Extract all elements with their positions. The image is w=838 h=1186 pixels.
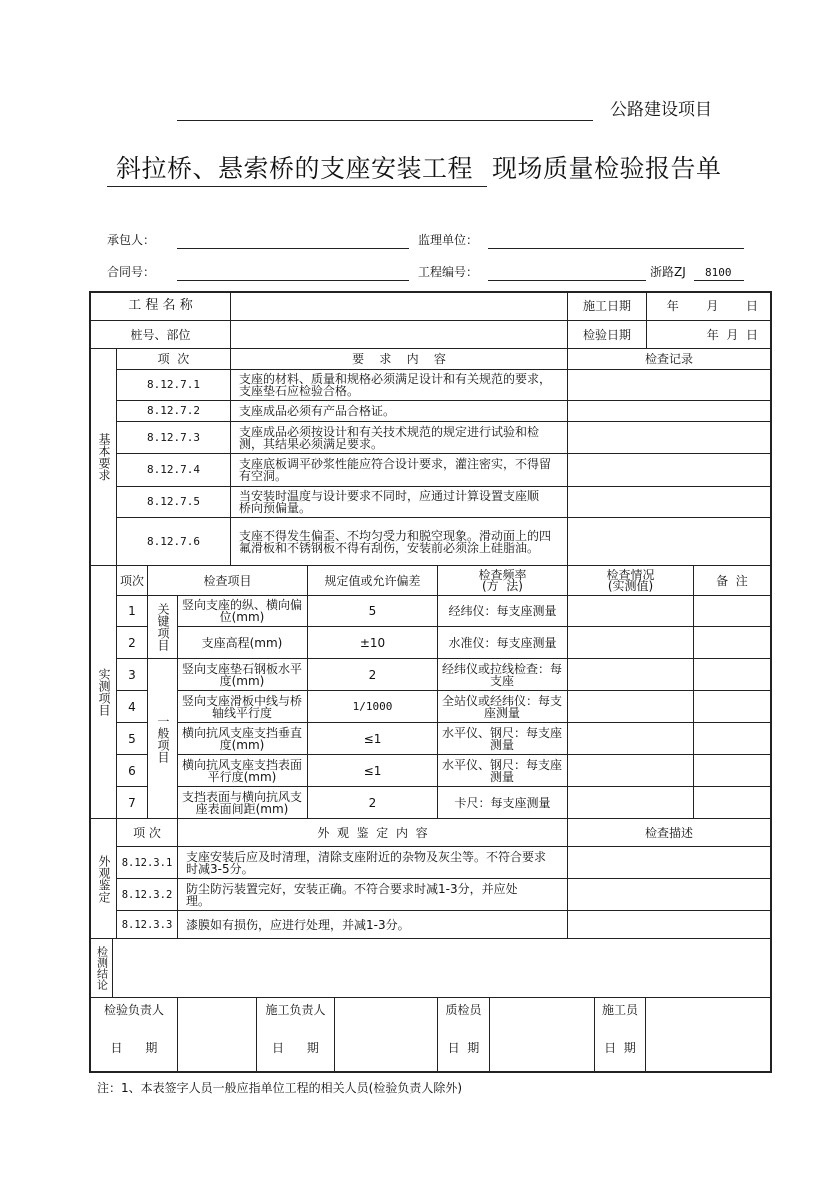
measured-item: 竖向支座滑板中线与桥轴线平行度 [181, 693, 302, 720]
project-name-field[interactable] [231, 292, 567, 320]
project-name-line[interactable] [177, 120, 593, 121]
sig-date: 日 期 [447, 1041, 480, 1055]
sig-role: 施工员 [601, 1003, 638, 1017]
appearance-text: 支座安装后应及时清理，清除支座附近的杂物及灰尘等。不符合要求时减3-5分。 [186, 849, 547, 876]
measured-result[interactable] [568, 723, 693, 754]
basic-record[interactable] [568, 370, 770, 400]
supervisor-label: 监理单位： [418, 233, 479, 247]
measured-no: 3 [128, 667, 136, 682]
basic-col-item: 项 次 [157, 352, 190, 366]
measured-note[interactable] [694, 659, 770, 690]
measured-item: 横向抗风支座支挡垂直度(mm) [181, 725, 302, 752]
contractor-label: 承包人： [107, 233, 156, 247]
measured-tolerance: ≤1 [363, 763, 382, 778]
measured-method: 经纬仪：每支座测量 [448, 604, 557, 618]
basic-code: 8.12.7.2 [147, 404, 200, 417]
measured-no: 1 [128, 604, 136, 618]
supervisor-field[interactable] [488, 248, 744, 249]
appearance-col-content: 外 观 鉴 定 内 容 [317, 825, 428, 840]
measured-col-note: 备 注 [716, 573, 748, 588]
project-no-field[interactable] [488, 280, 646, 281]
basic-text: 支座成品必须按设计和有关技术规范的规定进行试验和检测，其结果必须满足要求。 [239, 424, 540, 451]
method-header-line2: (方 法) [482, 578, 523, 593]
basic-record[interactable] [568, 422, 770, 453]
measured-result[interactable] [568, 755, 693, 786]
inspection-date-label: 检验日期 [582, 327, 631, 342]
measured-result[interactable] [568, 691, 693, 722]
appearance-col-item: 项 次 [133, 825, 161, 840]
appearance-desc[interactable] [568, 847, 770, 878]
measured-result[interactable] [568, 787, 693, 818]
basic-col-content: 要 求 内 容 [352, 352, 446, 366]
measured-method: 全站仪或经纬仪：每支座测量 [441, 693, 562, 720]
measured-note[interactable] [694, 787, 770, 818]
basic-record[interactable] [568, 454, 770, 486]
sig-date: 日 期 [604, 1041, 636, 1055]
measured-section-text: 实测项目 [97, 668, 111, 716]
basic-record[interactable] [568, 518, 770, 565]
measured-tolerance: 5 [368, 604, 377, 618]
measured-no: 2 [128, 635, 136, 650]
sig-date: 日 期 [110, 1041, 158, 1055]
project-no-label: 工程编号： [418, 265, 479, 279]
measured-item: 支挡表面与横向抗风支座表面间距(mm) [181, 789, 302, 816]
method-header-line1: 检查频率 [478, 567, 527, 582]
basic-text: 支座的材料、质量和规格必须满足设计和有关规范的要求，支座垫石应检验合格。 [239, 372, 552, 398]
title-underline [107, 186, 487, 187]
measured-method: 水平仪、钢尺：每支座测量 [441, 725, 562, 752]
col-line [177, 595, 178, 818]
sig-role: 施工负责人 [265, 1003, 326, 1017]
basic-col-record: 检查记录 [644, 352, 693, 366]
measured-col-item: 检查项目 [203, 573, 252, 588]
basic-text: 支座成品必须有产品合格证。 [239, 404, 396, 418]
measured-result[interactable] [568, 659, 693, 690]
key-group-text: 关键项目 [156, 603, 170, 651]
table-bottom [89, 1071, 772, 1073]
basic-section-label [91, 349, 116, 565]
measured-no: 4 [128, 699, 136, 714]
measured-item: 竖向支座垫石钢板水平度(mm) [181, 661, 302, 688]
measured-method: 经纬仪或拉线检查：每支座 [441, 661, 562, 688]
sig-role: 检验负责人 [103, 1003, 164, 1017]
measured-col-result [568, 566, 693, 595]
title-underlined: 斜拉桥、悬索桥的支座安装工程 [116, 154, 474, 183]
basic-code: 8.12.7.3 [147, 430, 200, 444]
sig-role: 质检员 [445, 1003, 482, 1017]
general-group-label [148, 659, 177, 818]
form-code-prefix: 浙路ZJ [650, 265, 686, 279]
basic-text: 支座底板调平砂浆性能应符合设计要求，灌注密实，不得留有空洞。 [239, 457, 552, 483]
sig-field[interactable] [490, 998, 594, 1071]
basic-section-text: 基本要求 [97, 433, 111, 481]
basic-code: 8.12.7.5 [147, 495, 200, 508]
title-rest: 现场质量检验报告单 [492, 154, 722, 183]
basic-code: 8.12.7.4 [147, 463, 200, 476]
inspection-date-value[interactable]: 年 月 日 [706, 327, 758, 342]
conclusion-section-label [91, 939, 112, 997]
measured-result[interactable] [568, 627, 693, 658]
measured-note[interactable] [694, 627, 770, 658]
col-line [437, 565, 438, 818]
appearance-text: 漆膜如有损伤，应进行处理，并减1-3分。 [186, 917, 410, 932]
measured-note[interactable] [694, 691, 770, 722]
station-field[interactable] [231, 321, 567, 348]
measured-tolerance: 2 [368, 667, 377, 682]
sig-field[interactable] [178, 998, 256, 1071]
conclusion-section-text: 检测结论 [95, 946, 109, 990]
measured-col-no: 项次 [119, 573, 144, 588]
contractor-field[interactable] [177, 248, 409, 249]
basic-code: 8.12.7.1 [147, 378, 200, 391]
contract-no-field[interactable] [177, 280, 409, 281]
construction-date-value[interactable]: 年 月 日 [666, 299, 758, 313]
measured-note[interactable] [694, 723, 770, 754]
key-group-label [148, 596, 177, 658]
appearance-section-text: 外观鉴定 [97, 854, 111, 903]
appearance-code: 8.12.3.1 [121, 856, 173, 869]
basic-record[interactable] [568, 401, 770, 421]
measured-no: 5 [128, 731, 136, 746]
measured-no: 6 [128, 763, 136, 778]
measured-method: 卡尺：每支座测量 [454, 795, 551, 810]
appearance-code: 8.12.3.3 [121, 918, 173, 931]
appearance-section-label [91, 819, 116, 938]
measured-tolerance: 1/1000 [352, 699, 393, 713]
footnote: 注：1、本表签字人员一般应指单位工程的相关人员(检验负责人除外) [97, 1081, 463, 1095]
measured-tolerance: 2 [368, 795, 377, 810]
measured-tolerance: ±10 [359, 635, 386, 650]
measured-no: 7 [128, 795, 136, 810]
measured-col-tolerance: 规定值或允许偏差 [324, 573, 421, 588]
basic-code: 8.12.7.6 [147, 534, 200, 548]
measured-note[interactable] [694, 596, 770, 626]
measured-tolerance: ≤1 [363, 731, 382, 746]
measured-item: 支座高程(mm) [201, 635, 283, 650]
basic-text: 支座不得发生偏歪、不均匀受力和脱空现象。滑动面上的四氟滑板和不锈钢板不得有刮伤，安装前必须涂上硅脂油。 [239, 528, 552, 555]
basic-text: 当安装时温度与设计要求不同时，应通过计算设置支座顺桥向预偏量。 [239, 489, 540, 515]
measured-result[interactable] [568, 596, 693, 626]
general-group-text: 一般项目 [156, 714, 170, 763]
measured-section-label [91, 566, 116, 818]
project-name-label: 工 程 名 称 [128, 298, 193, 313]
table-right [770, 291, 772, 1073]
measured-col-method [438, 566, 567, 595]
appearance-desc[interactable] [568, 911, 770, 938]
appearance-code: 8.12.3.2 [121, 888, 173, 901]
measured-item: 竖向支座的纵、横向偏位(mm) [181, 598, 302, 624]
appearance-col-desc: 检查描述 [644, 825, 693, 840]
sig-field[interactable] [646, 998, 770, 1071]
measured-item: 横向抗风支座支挡表面平行度(mm) [181, 757, 302, 784]
appearance-desc[interactable] [568, 879, 770, 910]
appearance-text: 防尘防污装置完好，安装正确。不符合要求时减1-3分，并应处理。 [186, 881, 518, 908]
measured-method: 水准仪：每支座测量 [448, 635, 557, 650]
project-suffix: 公路建设项目 [610, 100, 712, 120]
form-code-underline [694, 280, 744, 281]
form-code: 8100 [705, 266, 732, 279]
measured-method: 水平仪、钢尺：每支座测量 [441, 757, 562, 784]
construction-date-label: 施工日期 [582, 299, 631, 313]
station-label: 桩号、部位 [130, 327, 191, 342]
contract-no-label: 合同号： [107, 265, 156, 279]
basic-record[interactable] [568, 487, 770, 517]
sig-field[interactable] [335, 998, 437, 1071]
measured-note[interactable] [694, 755, 770, 786]
result-header-line1: 检查情况 [606, 567, 655, 582]
result-header-line2: (实测值) [607, 578, 654, 593]
conclusion-field[interactable] [113, 939, 770, 997]
sig-date: 日 期 [272, 1041, 319, 1055]
